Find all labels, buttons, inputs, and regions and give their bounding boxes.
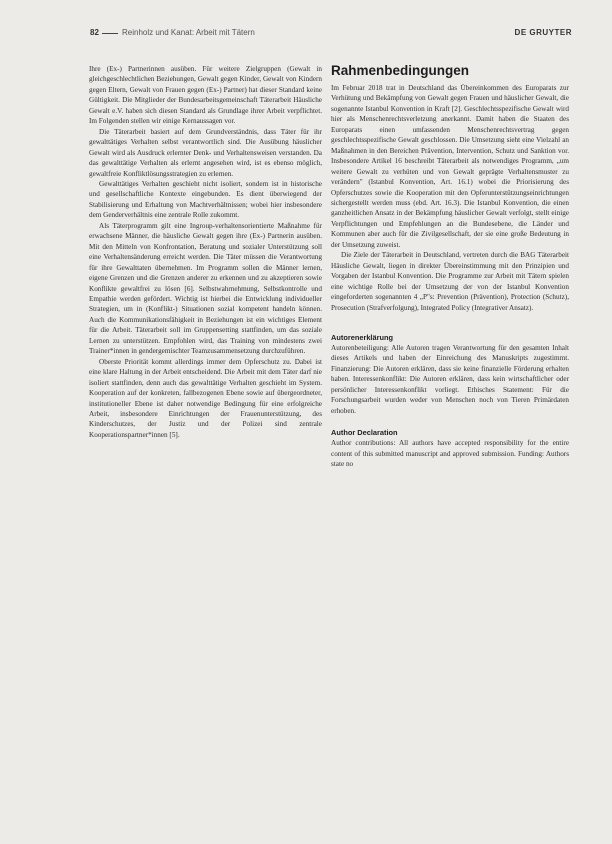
header-rule xyxy=(102,33,118,34)
body-paragraph: Die Ziele der Täterarbeit in Deutschland, vertreten durch die BAG Täterarbeit Häusliche Gewalt, liegen in direkter Übereinstimmung mit den Prinzipien und Vorgaben der Istanbul Konvention. Die Programme zur Arbeit mit Tätern spielen eine wichtige Rolle bei der Umsetzung der von der Istanbul Konvention eingeforderten sogenannten 4 „P"s: Prevention (Prävention), Protection (Schutz), Prosecution (Strafverfolgung), Integrated Policy (Integrativer Ansatz). xyxy=(331,251,569,312)
left-column xyxy=(89,64,322,440)
body-paragraph: Als Täterprogramm gilt eine Ingroup-verhaltensorientierte Maßnahme für erwachsene Männer, die häusliche Gewalt gegen ihre (Ex-) Partnerin ausüben. Mit den Mitteln von Konfrontation, Beratung und sozialer Unterstützung soll eine Verhaltensänderung erreicht werden. Die Täter müssen die Verantwortung für ihre Gewalttaten übernehmen. Im Programm sollen die Männer lernen, eigene Grenzen und die Grenzen anderer zu erkennen und zu akzeptieren sowie Konflikte gewaltfrei zu lösen [6]. Selbstwahrnehmung, Selbstkontrolle und Empathie werden gefördert. Wichtig ist hierbei die Entwicklung individueller Strategien, um in (Konflikt-) Situationen sozial kompetent handeln können. Auch die Kommunikationsfähigkeit in Beziehungen ist ein wichtiges Element für die Arbeit. Täterarbeit soll im Gruppensetting stattfinden, um das soziale Lernen zu unterstützen. Empfohlen wird, das Training von mindestens zwei Trainer*innen in gendergemischter Teamzusammensetzung durchzuführen. xyxy=(89,221,322,356)
right-column xyxy=(331,62,569,470)
section-heading: Rahmenbedingungen xyxy=(331,63,469,78)
publisher-name: DE GRUYTER xyxy=(514,28,572,37)
running-title: Reinholz und Kanat: Arbeit mit Tätern xyxy=(122,28,255,37)
page-header xyxy=(90,28,572,42)
body-paragraph: Im Februar 2018 trat in Deutschland das Übereinkommen des Europarats zur Verhütung und Bekämpfung von Gewalt gegen Frauen und häuslicher Gewalt, die sogenannte Istanbul Konvention in Kraft [2]. Geschlechtsspezifische Gewalt wird hier als Menschenrechtsverletzung anerkannt. Damit haben die Staaten des Europarats einen umfassenden Menschenrechtsvertrag gegen geschlechtsspezifische Gewalt geschlossen. Die Umsetzung sieht eine Vielzahl an Maßnahmen in den Bereichen Prävention, Intervention, Schutz und Sanktion vor. Insbesondere Artikel 16 beschreibt Täterarbeit als notwendiges Programm, „um weitere Gewalt zu verhüten und von Gewalt geprägte Verhaltensmuster zu verändern" (Istanbul Konvention, Art. 16.1) wobei die Priorisierung des Opferschutzes sowie die Kooperation mit den Opferunterstützungseinrichtungen sichergestellt werden muss (ebd. Art. 16.3). Die Istanbul Konvention, die einen ganzheitlichen Ansatz in der Bekämpfung häuslicher Gewalt verfolgt, stellt einige Verpflichtungen und Empfehlungen an die Bundesebene, die Länder und Kommunen aber auch für die Zivilgesellschaft, der sie eine große Bedeutung in der Umsetzung zuweist. xyxy=(331,84,569,249)
body-paragraph: Oberste Priorität kommt allerdings immer dem Opferschutz zu. Dabei ist eine klare Haltung in der Arbeit entscheidend. Die Arbeit mit dem Täter darf nie isoliert stattfinden, denn auch das gewalttätige Verhalten geschieht im System. Kooperation auf der konkreten, fallbezogenen Ebene sowie auf übergeordneter, institutioneller Ebene ist daher notwendige Bedingung für eine erfolgreiche Arbeit, insbesondere Einrichtungen der Frauenunterstützung, des Kinderschutzes, der Justiz und der Polizei sind zentrale Kooperationspartner*innen [5]. xyxy=(89,357,322,439)
body-paragraph: Ihre (Ex-) Partnerinnen ausüben. Für weitere Zielgruppen (Gewalt in gleichgeschlechtlichen Beziehungen, Gewalt gegen Kinder, Gewalt von Kindern gegen Eltern, Gewalt von Frauen gegen (Ex-) Partner) hat dieser Standard keine Gültigkeit. Die Mitglieder der Bundesarbeitsgemeinschaft Täterarbeit Häusliche Gewalt e.V. haben sich diesen Standard als Grundlage ihrer Arbeit verpflichtet. Im Folgenden stellen wir einige Kernaussagen vor. xyxy=(89,65,322,126)
body-paragraph: Die Täterarbeit basiert auf dem Grundverständnis, dass Täter für ihr gewalttätiges Verhalten selbst verantwortlich sind. Die Ausübung häuslicher Gewalt wird als Ausdruck erlernter Denk- und Verhaltensweisen verstanden. Da das gewalttätige Verhalten als erlernt angesehen wird, ist es ebenso möglich, gewaltfreie Konfliktlösungsstrategien zu erlernen. xyxy=(89,127,322,178)
declaration-heading-de: Autorenerklärung xyxy=(331,332,394,342)
declaration-text-de: Autorenbeteiligung: Alle Autoren tragen Verantwortung für den gesamten Inhalt dieses Artikels und haben der Einreichung des Manuskripts zugestimmt. Finanzierung: Die Autoren erklären, dass sie keine finanzielle Förderung erhalten haben. Interessenkonflikt: Die Autoren erklären, dass kein wirtschaftlicher oder persönlicher Interessenkonflikt vorliegt. Ethisches Statement: Für die Forschungsarbeit wurden weder von Menschen noch von Tieren Primärdaten erhoben. xyxy=(331,343,569,415)
declaration-text-en: Author contributions: All authors have accepted responsibility for the entire content of this submitted manuscript and approved submission. Funding: Authors state no xyxy=(331,439,569,469)
page-number: 82 xyxy=(90,28,99,37)
declaration-heading-en: Author Declaration xyxy=(331,428,398,438)
body-paragraph: Gewalttätiges Verhalten geschieht nicht isoliert, sondern ist in historische und gesellschaftliche Kontexte eingebunden. Es dient überwiegend der Stabilisierung und Erhaltung von Machtverhältnissen; wobei hier insbesondere dem Genderverhältnis eine zentrale Rolle zukommt. xyxy=(89,179,322,220)
